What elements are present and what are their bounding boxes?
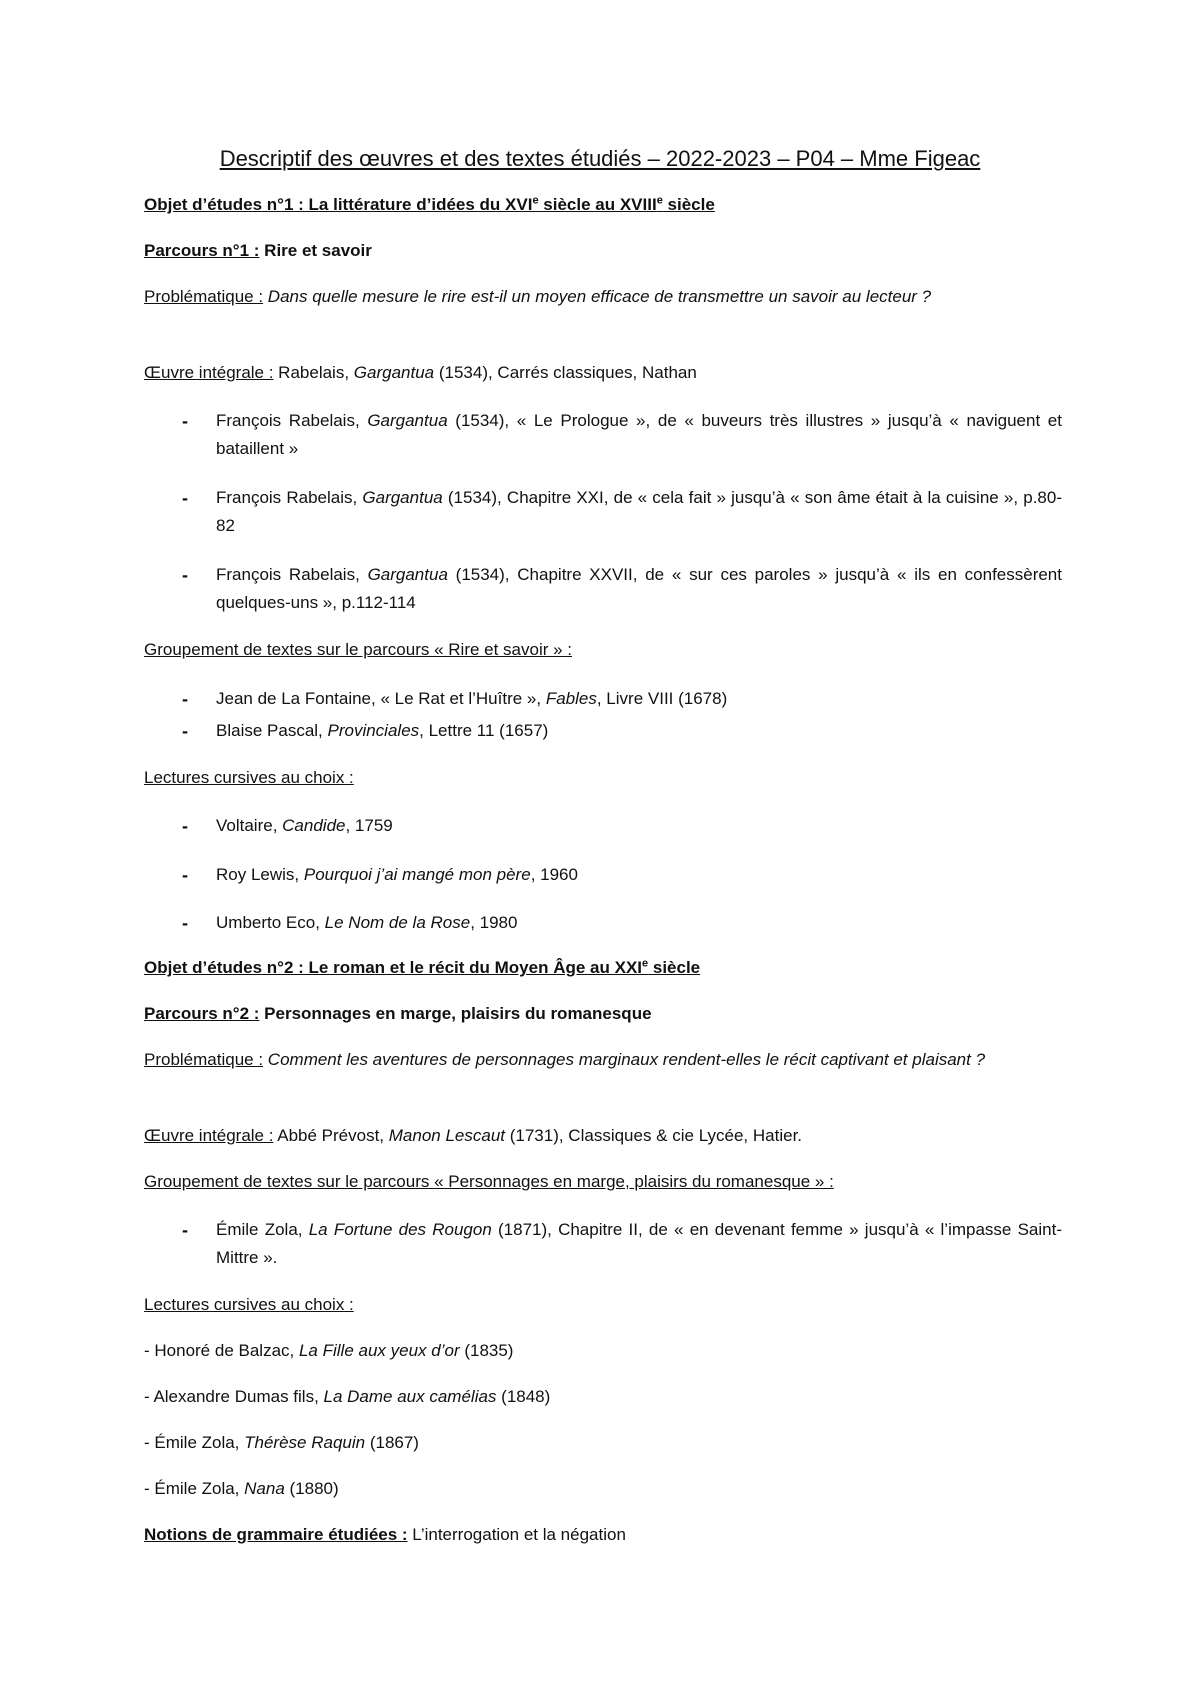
superscript: e [642,957,649,970]
item-rest: , Livre VIII (1678) [596,689,728,708]
problematique-label: Problématique : [144,287,264,306]
bullet: - [182,411,188,431]
ode2-oeuvre [144,1122,1062,1150]
item-author: François Rabelais, [216,488,363,507]
ode2-problematique [144,1046,1064,1074]
item-rest: (1848) [496,1387,551,1406]
item-work: La Fortune des Rougon [308,1220,492,1239]
list-item [182,561,1062,617]
item-author: Émile Zola, [216,1220,309,1239]
item-author: - Émile Zola, [144,1433,245,1452]
grammaire-label: Notions de grammaire étudiées : [144,1525,408,1544]
document-title: Descriptif des œuvres et des textes étudiés – 2022-2023 – P04 – Mme Figeac [219,146,981,171]
ode2-groupement-label: Groupement de textes sur le parcours « Personnages en marge, plaisirs du romanesque » : [144,1172,834,1191]
item-work: Provinciales [327,721,420,740]
oeuvre-title: Gargantua [353,363,435,382]
list-item [182,717,1062,745]
item-work: Gargantua [362,488,443,507]
ode1-lectures-label: Lectures cursives au choix : [144,768,354,787]
oeuvre-title: Manon Lescaut [388,1126,505,1145]
ode2-heading [144,954,1062,982]
item-work: Gargantua [367,411,448,430]
ode2-heading-part: siècle [648,958,701,977]
item-rest: (1534), Chapitre XXVII, de « sur ces paroles » jusqu’à « ils en confessèrent quelques-uns », p.112-114 [216,565,1062,612]
item-work: Gargantua [367,565,448,584]
item-author: Voltaire, [216,816,283,835]
list-item [182,909,1062,937]
ode1-heading [144,191,1062,219]
problematique-value: Comment les aventures de personnages marginaux rendent-elles le récit captivant et plaisant ? [263,1050,986,1069]
bullet: - [182,689,188,709]
item-work: La Dame aux camélias [323,1387,497,1406]
item-rest: (1835) [459,1341,514,1360]
ode1-heading-part: Objet d’études n°1 : La littérature d’idées du XVI [144,195,533,214]
item-author: - Honoré de Balzac, [144,1341,299,1360]
ode2-lectures-label: Lectures cursives au choix : [144,1295,354,1314]
item-author: - Émile Zola, [144,1479,245,1498]
grammaire-value: L’interrogation et la négation [407,1525,626,1544]
item-rest: (1871), Chapitre II, de « en devenant femme » jusqu’à « l’impasse Saint-Mittre ». [216,1220,1062,1267]
list-item [182,861,1062,889]
list-item [144,1429,1062,1457]
item-rest: (1867) [365,1433,419,1452]
item-rest: (1534), Chapitre XXI, de « cela fait » jusqu’à « son âme était à la cuisine », p.80-82 [216,488,1062,535]
ode1-oeuvre [144,359,1062,387]
parcours-label: Parcours n°1 : [144,241,260,260]
ode1-heading-part: siècle [662,195,715,214]
ode1-heading-part: siècle au XVIII [538,195,657,214]
parcours-label: Parcours n°2 : [144,1004,260,1023]
ode2-parcours [144,1000,1062,1028]
list-item [144,1337,1062,1365]
item-work: Fables [545,689,597,708]
ode1-parcours [144,237,1062,265]
problematique-value: Dans quelle mesure le rire est-il un moyen efficace de transmettre un savoir au lecteur ? [263,287,932,306]
bullet: - [182,565,188,585]
oeuvre-label: Œuvre intégrale : [144,363,274,382]
list-item [182,1216,1062,1272]
superscript: e [532,194,539,207]
list-item [144,1475,1062,1503]
item-author: François Rabelais, [216,565,368,584]
bullet: - [182,721,188,741]
grammaire [144,1521,1062,1549]
list-item [144,1383,1062,1411]
item-rest: (1534), « Le Prologue », de « buveurs très illustres » jusqu’à « naviguent et bataillent » [216,411,1062,458]
ode2-heading-part: Objet d’études n°2 : Le roman et le récit du Moyen Âge au XXI [144,958,643,977]
list-item [182,812,1062,840]
item-author: - Alexandre Dumas fils, [144,1387,324,1406]
oeuvre-rest: (1534), Carrés classiques, Nathan [434,363,697,382]
item-work: La Fille aux yeux d’or [298,1341,460,1360]
item-author: Umberto Eco, [216,913,325,932]
oeuvre-author: Abbé Prévost, [273,1126,389,1145]
bullet: - [182,1220,188,1240]
item-work: Thérèse Raquin [244,1433,366,1452]
item-author: Roy Lewis, [216,865,304,884]
bullet: - [182,913,188,933]
item-work: Pourquoi j’ai mangé mon père [303,865,531,884]
ode1-problematique [144,283,1004,311]
oeuvre-author: Rabelais, [273,363,354,382]
bullet: - [182,816,188,836]
list-item [182,484,1062,540]
item-author: Jean de La Fontaine, « Le Rat et l’Huître », [216,689,546,708]
superscript: e [656,194,663,207]
list-item [182,407,1062,463]
oeuvre-rest: (1731), Classiques & cie Lycée, Hatier. [505,1126,803,1145]
list-item [182,685,1062,713]
bullet: - [182,865,188,885]
item-work: Candide [282,816,346,835]
problematique-label: Problématique : [144,1050,264,1069]
ode1-groupement-label: Groupement de textes sur le parcours « Rire et savoir » : [144,640,573,659]
parcours-value: Rire et savoir [259,241,372,260]
parcours-value: Personnages en marge, plaisirs du romanesque [259,1004,652,1023]
item-rest: , 1960 [530,865,578,884]
item-author: Blaise Pascal, [216,721,328,740]
item-author: François Rabelais, [216,411,368,430]
bullet: - [182,488,188,508]
item-rest: (1880) [284,1479,339,1498]
item-rest: , 1759 [345,816,393,835]
item-rest: , 1980 [470,913,518,932]
oeuvre-label: Œuvre intégrale : [144,1126,274,1145]
item-rest: , Lettre 11 (1657) [419,721,549,740]
item-work: Le Nom de la Rose [324,913,471,932]
item-work: Nana [244,1479,285,1498]
